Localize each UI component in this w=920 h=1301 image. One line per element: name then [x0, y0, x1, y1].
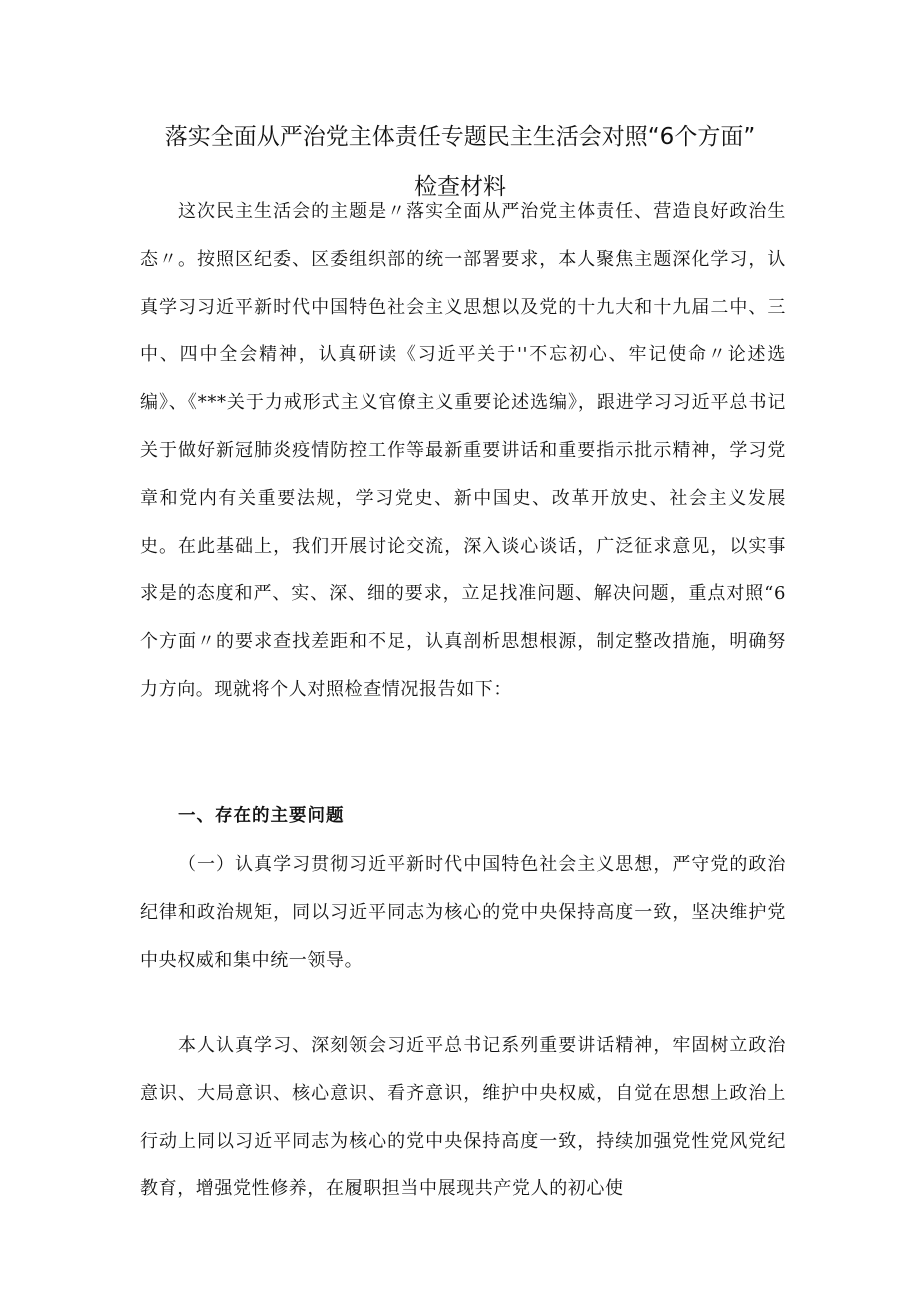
intro-paragraph-block [140, 188, 786, 714]
body-paragraph: 本人认真学习、深刻领会习近平总书记系列重要讲话精神，牢固树立政治意识、大局意识、核心意识、看齐意识，维护中央权威，自觉在思想上政治上行动上同以习近平同志为核心的党中央保持高度一致，持续加强党性党风党纪教育，增强党性修养，在履职担当中展现共产党人的初心使 [140, 1035, 786, 1200]
body-paragraph-block [140, 1022, 786, 1213]
document-title-line-1: 落实全面从严治党主体责任专题民主生活会对照“6个方面” [164, 124, 756, 150]
intro-paragraph: 这次民主生活会的主题是〃落实全面从严治党主体责任、营造良好政治生态〃。按照区纪委、区委组织部的统一部署要求，本人聚焦主题深化学习，认真学习习近平新时代中国特色社会主义思想以及党的十九大和十九届二中、三中、四中全会精神，认真研读《习近平关于''不忘初心、牢记使命〃论述选编》、《***关于力戒形式主义官僚主义重要论述选编》，跟进学习习近平总书记关于做好新冠肺炎疫情防控工作等最新重要讲话和重要指示批示精神，学习党章和党内有关重要法规，学习党史、新中国史、改革开放史、社会主义发展史。在此基础上，我们开展讨论交流，深入谈心谈话，广泛征求意见，以实事求是的态度和严、实、深、细的要求，立足找准问题、解决问题，重点对照“6个方面〃的要求查找差距和不足，认真剖析思想根源，制定整改措施，明确努力方向。现就将个人对照检查情况报告如下： [140, 201, 786, 700]
subsection-heading: （一）认真学习贯彻习近平新时代中国特色社会主义思想，严守党的政治纪律和政治规矩，同以习近平同志为核心的党中央保持高度一致，坚决维护党中央权威和集中统一领导。 [140, 854, 786, 971]
subsection-block [140, 841, 786, 984]
section-heading: 一、存在的主要问题 [178, 806, 345, 826]
document-title-line-2: 检查材料 [414, 174, 506, 200]
section-heading-block [140, 793, 786, 841]
